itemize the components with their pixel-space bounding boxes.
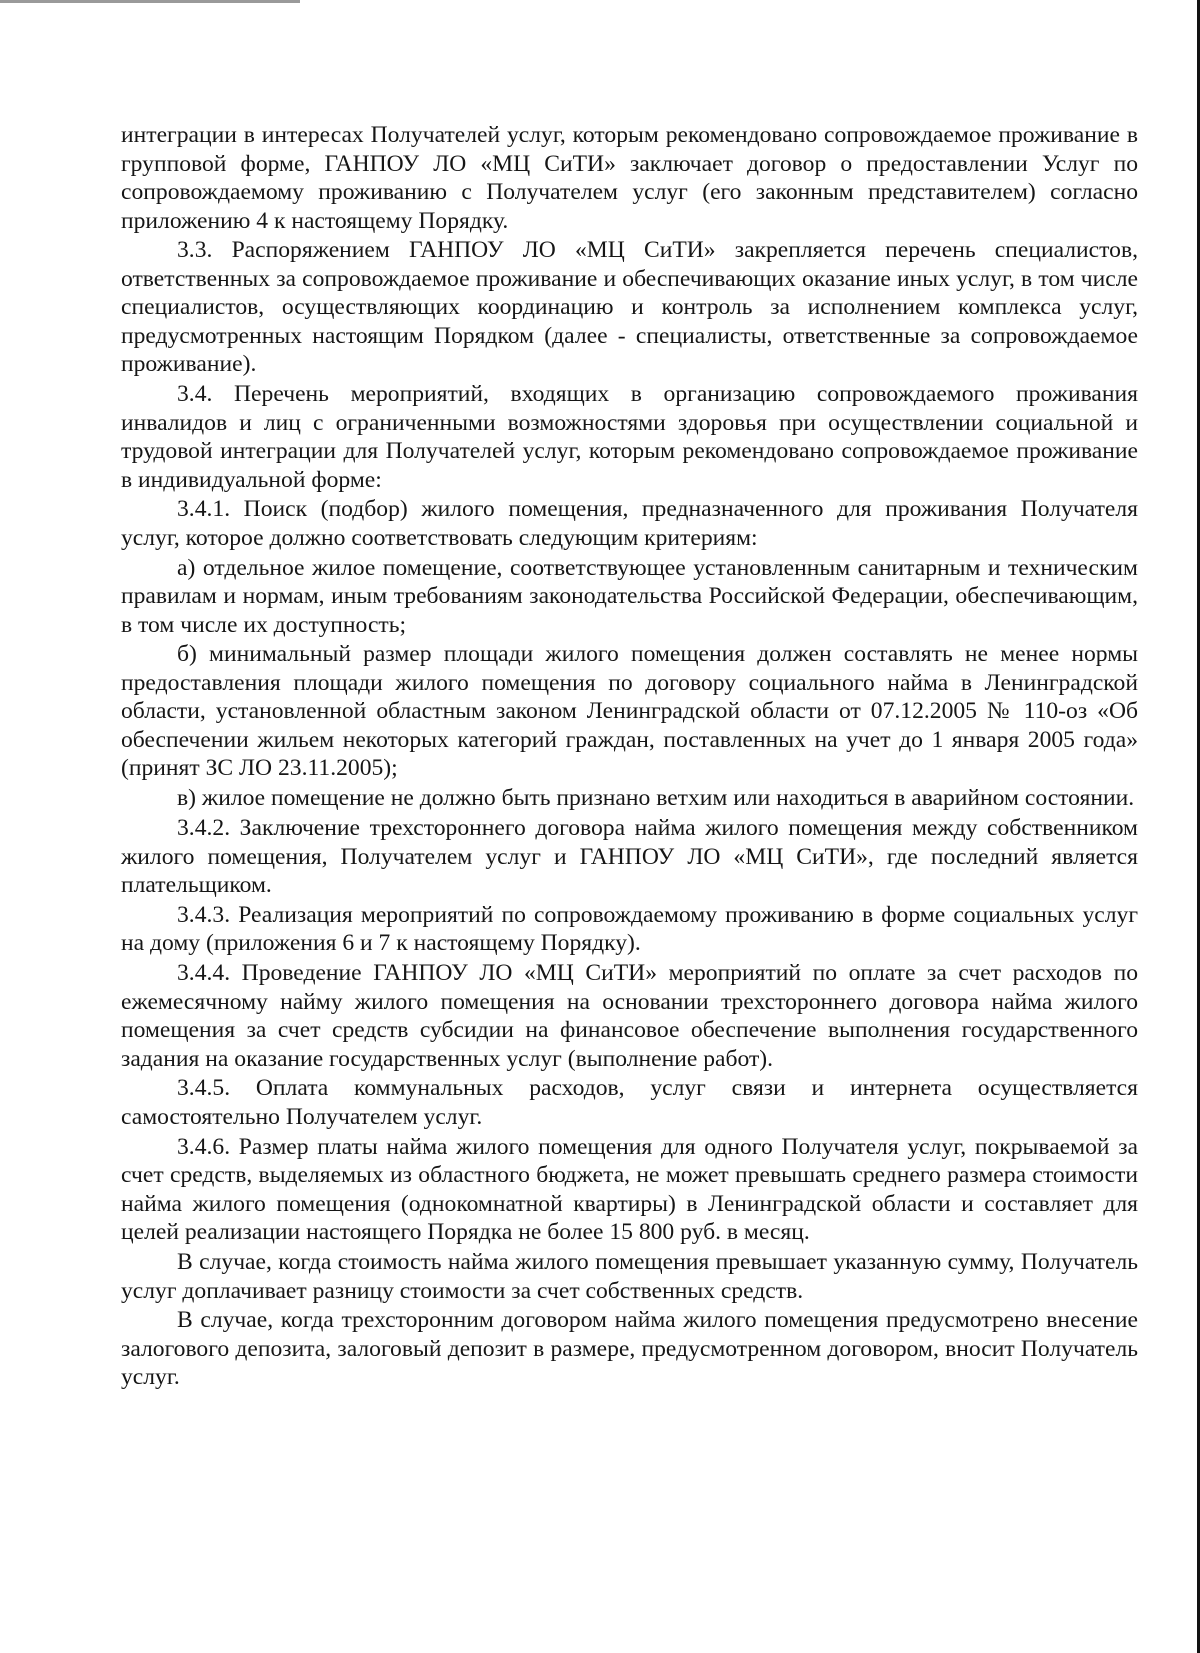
document-body <box>121 121 1138 1393</box>
paragraph-3-4-2: 3.4.2. Заключение трехстороннего договора найма жилого помещения между собственником жилого помещения, Получателем услуг и ГАНПОУ ЛО «МЦ СиТИ», где последний является плательщиком. <box>121 815 1138 899</box>
paragraph-3-4-6: 3.4.6. Размер платы найма жилого помещения для одного Получателя услуг, покрываемой за счет средств, выделяемых из областного бюджета, не может превышать среднего размера стоимости найма жилого помещения (однокомнатной квартиры) в Ленинградской области и составляет для целей реализации настоящего Порядка не более 15 800 руб. в месяц. <box>121 1133 1138 1246</box>
paragraph-item-v: в) жилое помещение не должно быть признано ветхим или находиться в аварийном состоянии. <box>177 785 1135 812</box>
paragraph-excess-cost: В случае, когда стоимость найма жилого помещения превышает указанную сумму, Получатель услуг доплачивает разницу стоимости за счет собственных средств. <box>121 1249 1138 1304</box>
paragraph-3-4-5: 3.4.5. Оплата коммунальных расходов, услуг связи и интернета осуществляется самостоятельно Получателем услуг. <box>121 1075 1138 1130</box>
paragraph-deposit: В случае, когда трехсторонним договором найма жилого помещения предусмотрено внесение залогового депозита, залоговый депозит в размере, предусмотренном договором, вносит Получатель услуг. <box>121 1307 1138 1391</box>
paragraph-3-4-4: 3.4.4. Проведение ГАНПОУ ЛО «МЦ СиТИ» мероприятий по оплате за счет расходов по ежемесячному найму жилого помещения на основании трехстороннего договора найма жилого помещения за счет средств субсидии на финансовое обеспечение выполнения государственного задания на оказание государственных услуг (выполнение работ). <box>121 960 1138 1072</box>
paragraph-3-4-1: 3.4.1. Поиск (подбор) жилого помещения, предназначенного для проживания Получателя услуг, которое должно соответствовать следующим критериям: <box>121 496 1138 551</box>
paragraph-item-a: а) отдельное жилое помещение, соответствующее установленным санитарным и техническим правилам и нормам, иным требованиям законодательства Российской Федерации, обеспечивающим, в том числе их доступность; <box>121 554 1138 638</box>
paragraph-3-3: 3.3. Распоряжением ГАНПОУ ЛО «МЦ СиТИ» закрепляется перечень специалистов, ответственных за сопровождаемое проживание и обеспечивающих оказание иных услуг, в том числе специалистов, осуществляющих координацию и контроль за исполнением комплекса услуг, предусмотренных настоящим Порядком (далее - специалисты, ответственные за сопровождаемое проживание). <box>121 237 1138 378</box>
paragraph-3-4-3: 3.4.3. Реализация мероприятий по сопровождаемому проживанию в форме социальных услуг на дому (приложения 6 и 7 к настоящему Порядку). <box>121 901 1138 957</box>
scan-edge-top <box>0 0 300 3</box>
paragraph-3-4: 3.4. Перечень мероприятий, входящих в организацию сопровождаемого проживания инвалидов и лиц с ограниченными возможностями здоровья при осуществлении социальной и трудовой интеграции для Получателей услуг, которым рекомендовано сопровождаемое проживание в индивидуальной форме: <box>121 381 1138 493</box>
paragraph-continuation-group-form: интеграции в интересах Получателей услуг, которым рекомендовано сопровождаемое проживание в групповой форме, ГАНПОУ ЛО «МЦ СиТИ» заключает договор о предоставлении Услуг по сопровождаемому проживанию с Получателем услуг (его законным представителем) согласно приложению 4 к настоящему Порядку. <box>121 122 1138 234</box>
paragraph-item-b: б) минимальный размер площади жилого помещения должен составлять не менее нормы предоставления площади жилого помещения по договору социального найма в Ленинградской области, установленной областным законом Ленинградской области от 07.12.2005 № 110-оз «Об обеспечении жильем некоторых категорий граждан, поставленных на учет до 1 января 2005 года» (принят ЗС ЛО 23.11.2005); <box>121 641 1138 782</box>
